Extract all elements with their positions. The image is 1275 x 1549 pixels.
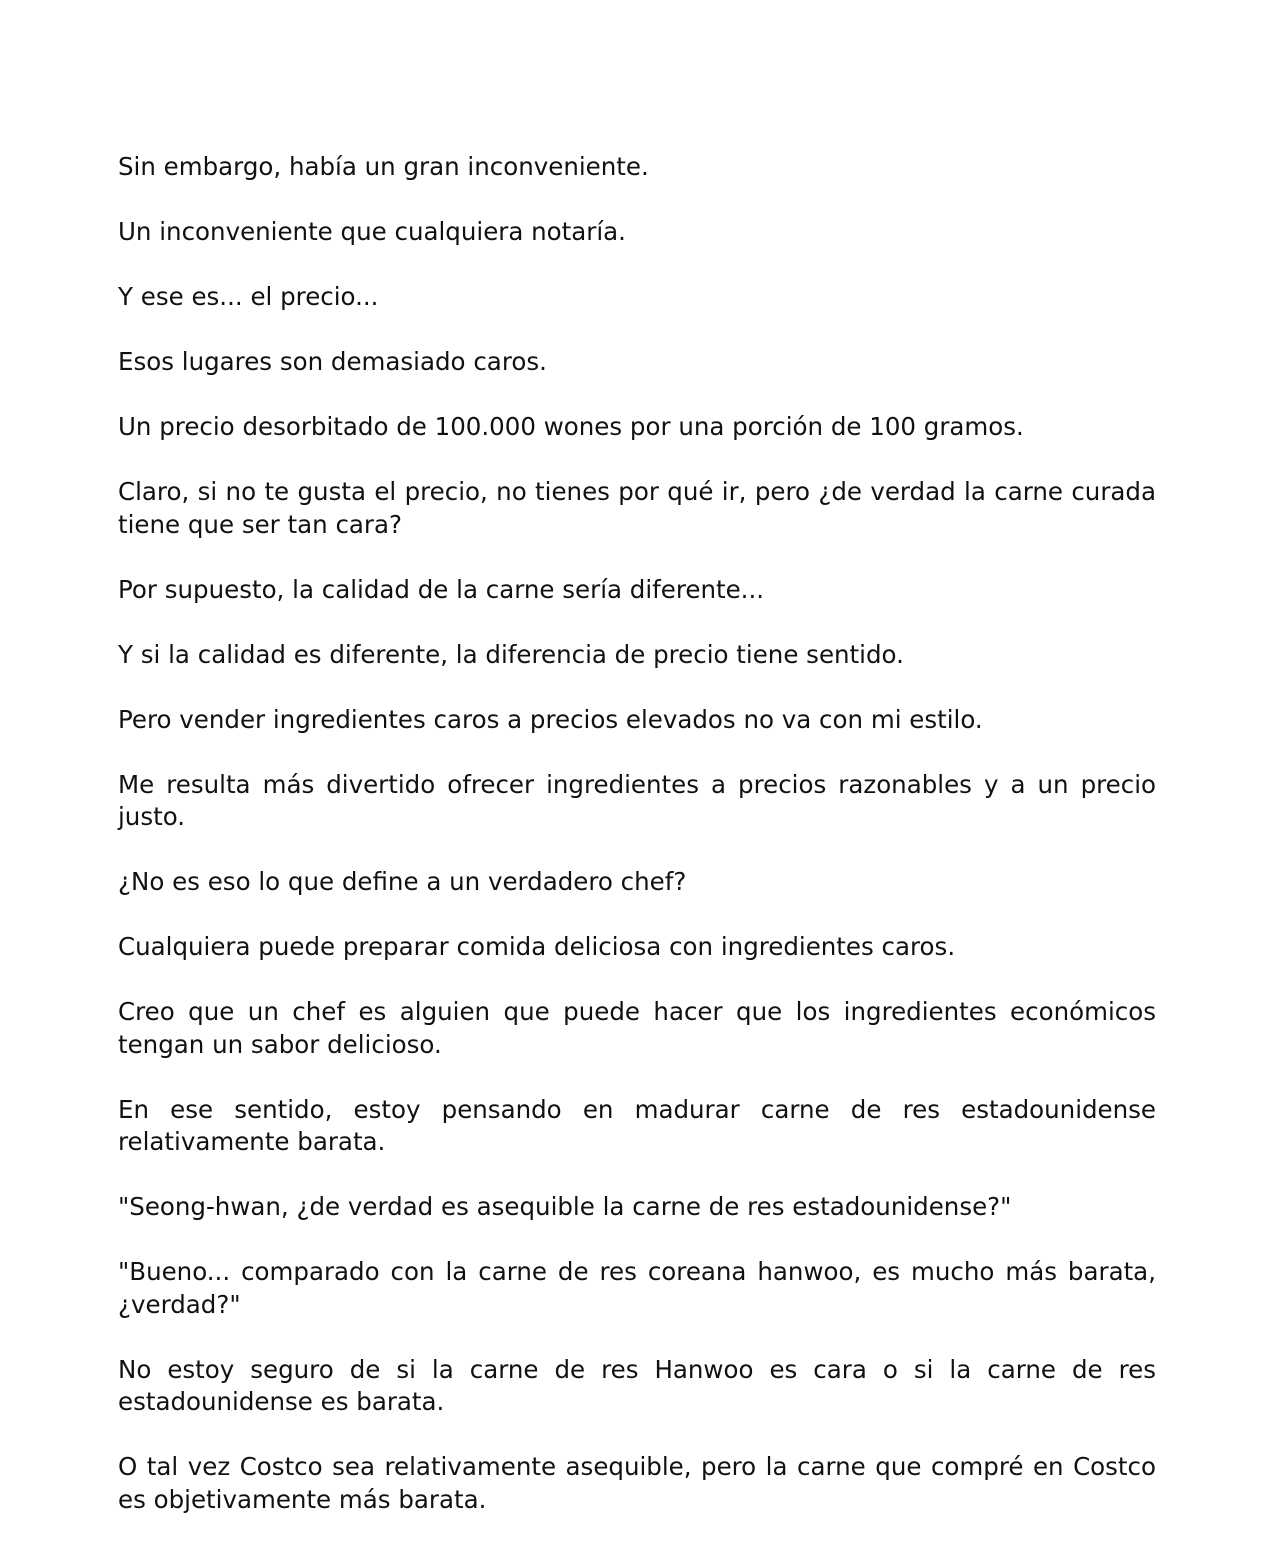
paragraph: Por supuesto, la calidad de la carne sería diferente...	[118, 574, 765, 604]
paragraph: "Bueno... comparado con la carne de res coreana hanwoo, es mucho más barata, ¿verdad?"	[118, 1257, 1156, 1319]
paragraph: En ese sentido, estoy pensando en madurar carne de res estadounidense relativamente barata.	[118, 1094, 1156, 1156]
paragraph: O tal vez Costco sea relativamente asequible, pero la carne que compré en Costco es objetivamente más barata.	[118, 1452, 1156, 1514]
paragraph: Claro, si no te gusta el precio, no tienes por qué ir, pero ¿de verdad la carne curada tiene que ser tan cara?	[118, 477, 1156, 539]
document-page	[118, 151, 1156, 1549]
paragraph: Un precio desorbitado de 100.000 wones por una porción de 100 gramos.	[118, 412, 1024, 441]
paragraph: "Seong-hwan, ¿de verdad es asequible la carne de res estadounidense?"	[118, 1192, 1012, 1221]
paragraph: Pero vender ingredientes caros a precios elevados no va con mi estilo.	[118, 704, 983, 734]
paragraph: Esos lugares son demasiado caros.	[118, 347, 547, 376]
paragraph: Creo que un chef es alguien que puede hacer que los ingredientes económicos tengan un sabor delicioso.	[118, 997, 1156, 1059]
paragraph: No estoy seguro de si la carne de res Hanwoo es cara o si la carne de res estadounidense es barata.	[118, 1354, 1156, 1416]
paragraph: Y ese es... el precio...	[118, 282, 379, 311]
paragraph: Y si la calidad es diferente, la diferencia de precio tiene sentido.	[118, 639, 904, 669]
paragraph: Me resulta más divertido ofrecer ingredientes a precios razonables y a un precio justo.	[118, 769, 1156, 831]
paragraph: ¿No es eso lo que define a un verdadero chef?	[118, 867, 687, 896]
paragraph: Un inconveniente que cualquiera notaría.	[118, 217, 626, 246]
paragraph: Sin embargo, había un gran inconveniente.	[118, 152, 649, 181]
paragraph: Cualquiera puede preparar comida deliciosa con ingredientes caros.	[118, 932, 956, 961]
